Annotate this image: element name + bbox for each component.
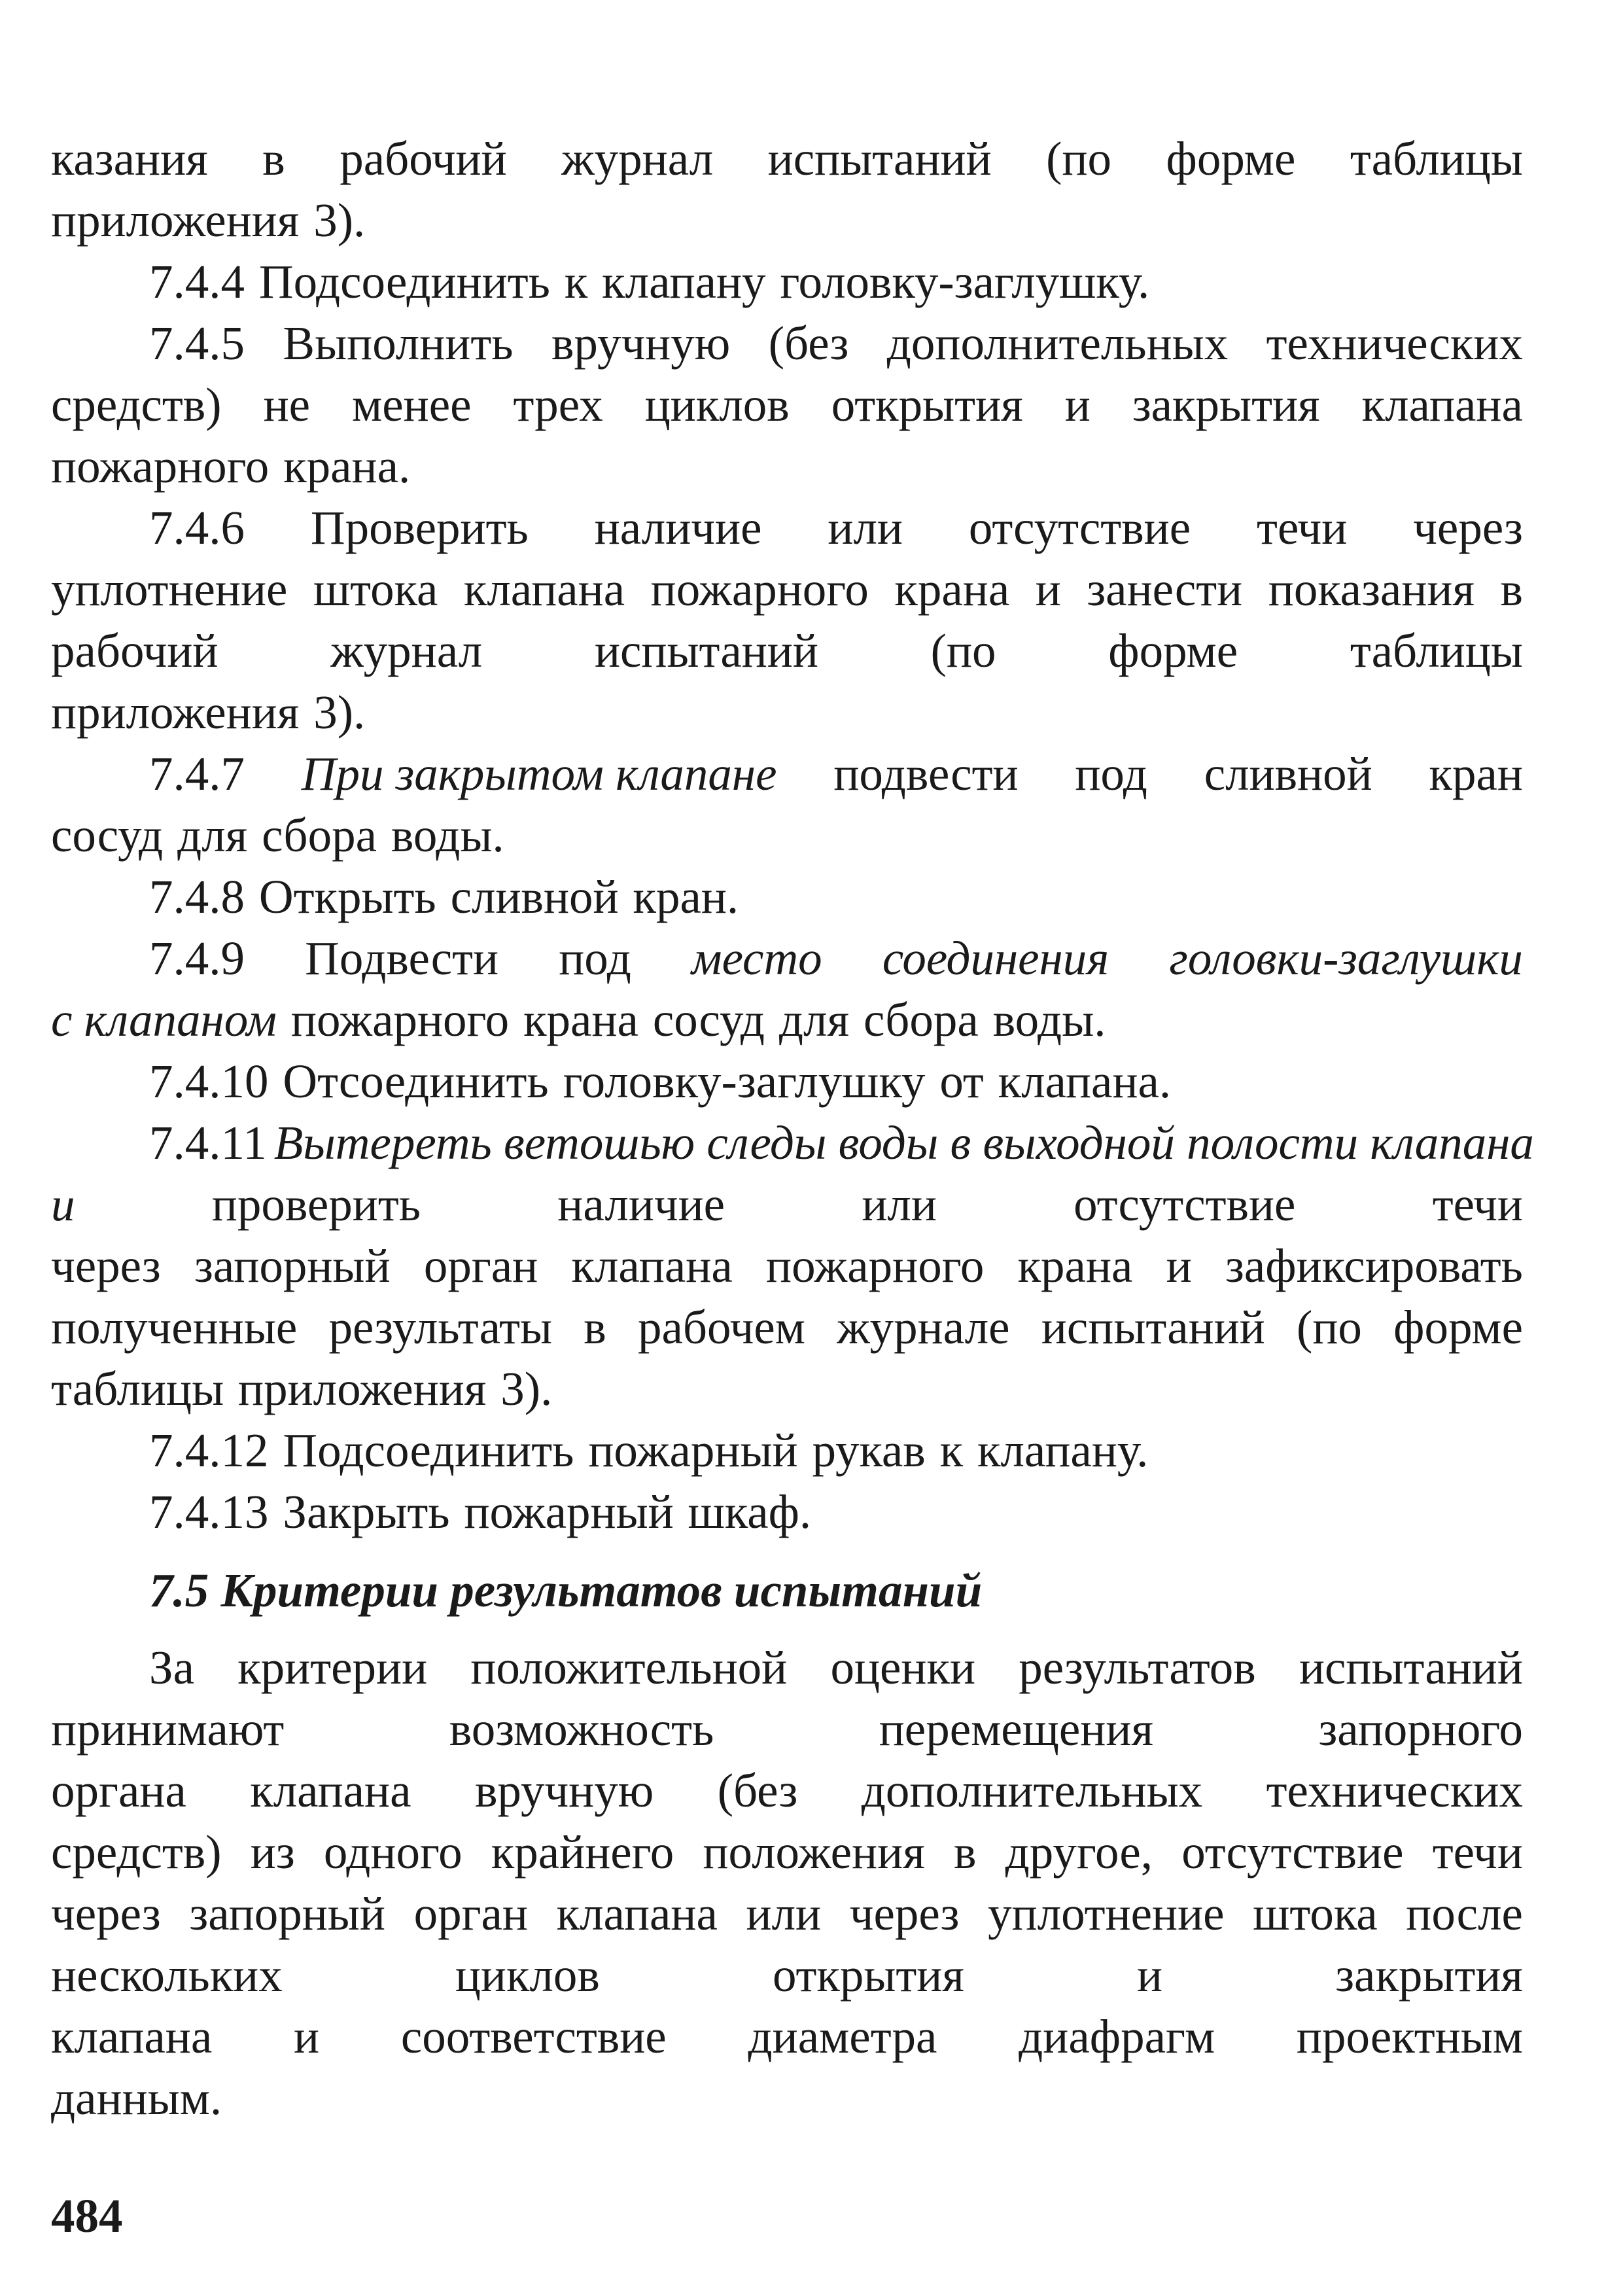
word: крана (894, 563, 1010, 616)
word: полученные (51, 1301, 298, 1354)
word: крана (523, 993, 638, 1046)
word: проектным (1296, 2010, 1523, 2063)
word: через (849, 1887, 960, 1940)
word: журнал (561, 132, 714, 185)
word: или (828, 501, 903, 554)
word: циклов (455, 1949, 600, 2002)
word: запорного (1318, 1703, 1523, 1756)
word: наличие (594, 501, 762, 554)
word: испытаний (1299, 1641, 1523, 1694)
text-line (149, 497, 1523, 559)
word: для (177, 809, 248, 862)
word: перемещения (879, 1703, 1154, 1756)
word: 7.4.8 (149, 870, 245, 923)
text-line (149, 1112, 1534, 1174)
word: казания (51, 132, 208, 185)
text-line (149, 313, 1523, 374)
text-line (51, 1760, 1523, 1822)
text-line (51, 2068, 1523, 2129)
text-line (51, 559, 1523, 620)
word: наличие (557, 1178, 725, 1231)
word: форме (1108, 624, 1238, 677)
word: вручную (474, 1764, 654, 1817)
word: воды. (992, 993, 1106, 1046)
word: результатов (1019, 1641, 1256, 1694)
word: Проверить (310, 501, 529, 554)
word: диафрагм (1019, 2010, 1215, 2063)
word: 3). (313, 686, 366, 739)
word: шкаф. (688, 1485, 812, 1538)
word: нескольких (51, 1949, 283, 2002)
word: положительной (470, 1641, 788, 1694)
word: крана (1017, 1239, 1133, 1292)
word: головку-заглушку (563, 1055, 926, 1108)
word: 7.4.10 (149, 1055, 269, 1108)
word: в (584, 1301, 606, 1354)
section-heading (149, 1560, 982, 1621)
word: занести (1087, 563, 1243, 616)
word: или (746, 1887, 822, 1940)
word: (без (717, 1764, 798, 1817)
text-line (51, 1297, 1523, 1358)
word: За (149, 1641, 194, 1694)
word: сливной (450, 870, 619, 923)
word: к (939, 1424, 964, 1477)
word: (по (930, 624, 996, 677)
word: Закрыть (283, 1485, 450, 1538)
word: и (294, 2010, 320, 2063)
word: клапана (250, 1764, 411, 1817)
word: рабочем (638, 1301, 805, 1354)
word: через (51, 1239, 161, 1292)
text-line (51, 1235, 1523, 1297)
word: клапана (556, 1887, 718, 1940)
word: диаметра (748, 2010, 937, 2063)
word: Отсоединить (283, 1055, 549, 1108)
word: 7.4.5 (149, 317, 245, 370)
text-line (149, 743, 1523, 805)
word: испытаний (594, 624, 818, 677)
word: закрытия (1132, 378, 1320, 431)
italic-phrase: Вытереть ветошью следы воды в выходной полости клапана (273, 1116, 1534, 1169)
word: зафиксировать (1225, 1239, 1523, 1292)
text-line (149, 1420, 1523, 1481)
word: 7.4.4 (149, 255, 245, 308)
word: крайнего (491, 1826, 674, 1879)
word: проверить (211, 1178, 421, 1231)
word: клапана. (998, 1055, 1172, 1108)
text-line (149, 1481, 1523, 1543)
word: дополнительных (861, 1764, 1203, 1817)
word: рабочий (51, 624, 218, 677)
word: течи (1257, 501, 1348, 554)
word: пожарный (588, 1424, 798, 1477)
word: и (1035, 563, 1061, 616)
word: испытаний (767, 132, 992, 185)
word: сбора (262, 809, 377, 862)
word: приложения (238, 1362, 487, 1415)
word: рукав (812, 1424, 926, 1477)
word: отсутствие (1073, 1178, 1296, 1231)
word: и (1064, 378, 1091, 431)
word: крана. (283, 440, 411, 493)
word: головку-заглушку. (780, 255, 1150, 308)
text-line (51, 805, 1523, 866)
word: сосуд (51, 809, 164, 862)
word: к (564, 255, 588, 308)
word: клапана (51, 2010, 213, 2063)
text-line (51, 1699, 1523, 1760)
text-line (51, 190, 1523, 251)
word: критерии (237, 1641, 428, 1694)
word: штока (1253, 1887, 1378, 1940)
word: журнал (330, 624, 483, 677)
word: 3). (313, 194, 366, 247)
word: пожарного (290, 993, 510, 1046)
word: показания (1268, 563, 1475, 616)
word: оценки (830, 1641, 976, 1694)
word: положения (703, 1826, 925, 1879)
word: через (51, 1887, 161, 1940)
word: органа (51, 1764, 186, 1817)
text-line (149, 251, 1523, 313)
word: сосуд (652, 993, 765, 1046)
word: дополнительных (886, 317, 1229, 370)
word: трех (513, 378, 603, 431)
word: журнале (837, 1301, 1010, 1354)
word: Открыть (258, 870, 436, 923)
word: уплотнение (51, 563, 288, 616)
word: 7.4.6 (149, 501, 245, 554)
word: приложения (51, 194, 300, 247)
word: в (1500, 563, 1523, 616)
word: (по (1297, 1301, 1362, 1354)
word: форме (1166, 132, 1296, 185)
word: под (1075, 747, 1147, 800)
italic-word: соединения (882, 932, 1109, 985)
word: 7.4.12 (149, 1424, 269, 1477)
word: (без (768, 317, 849, 370)
word: соответствие (400, 2010, 667, 2063)
word: таблицы (1350, 132, 1523, 185)
word: циклов (644, 378, 790, 431)
italic-word: место (691, 932, 822, 985)
word: отсутствие (968, 501, 1191, 554)
word: течи (1432, 1178, 1523, 1231)
text-line (51, 989, 1523, 1051)
section-heading-text: 7.5 Критерии результатов испытаний (149, 1564, 983, 1617)
text-line (51, 436, 1523, 497)
word: данным. (51, 2072, 222, 2125)
word: орган (413, 1887, 528, 1940)
italic-word: и (51, 1178, 75, 1231)
word: подвести (833, 747, 1019, 800)
word: средств) (51, 378, 222, 431)
word: менее (352, 378, 472, 431)
page-number: 484 (51, 2189, 123, 2242)
word: для (778, 993, 850, 1046)
word: Подвести (305, 932, 499, 985)
word: пожарного (650, 563, 869, 616)
word: кран. (633, 870, 739, 923)
word: орган (423, 1239, 538, 1292)
word: форме (1393, 1301, 1523, 1354)
word: после (1406, 1887, 1523, 1940)
word: не (263, 378, 311, 431)
word: сбора (863, 993, 979, 1046)
word: запорный (189, 1887, 385, 1940)
word: таблицы (51, 1362, 224, 1415)
word: сливной (1204, 747, 1372, 800)
word: и (1166, 1239, 1192, 1292)
word: технических (1266, 1764, 1523, 1817)
word: технических (1266, 317, 1523, 370)
word: в (262, 132, 285, 185)
word: клапану (602, 255, 766, 308)
text-line (51, 1945, 1523, 2006)
word: 7.4.11 (149, 1116, 267, 1169)
word: отсутствие (1181, 1826, 1404, 1879)
word: рабочий (340, 132, 507, 185)
word: другое, (1005, 1826, 1153, 1879)
italic-word: головки-заглушки (1169, 932, 1523, 985)
word: вручную (551, 317, 731, 370)
text-line (149, 928, 1523, 989)
text-line (51, 1822, 1523, 1883)
text-line (149, 1637, 1523, 1699)
word: принимают (51, 1703, 285, 1756)
word: клапана (1361, 378, 1523, 431)
word: 7.4.7 (149, 747, 245, 800)
word: испытаний (1041, 1301, 1265, 1354)
word: из (250, 1826, 295, 1879)
word: клапану. (977, 1424, 1149, 1477)
word: от (939, 1055, 984, 1108)
word: 3). (500, 1362, 553, 1415)
word: или (862, 1178, 937, 1231)
word: течи (1432, 1826, 1523, 1879)
word: результаты (328, 1301, 553, 1354)
word: клапана (571, 1239, 733, 1292)
word: 7.4.9 (149, 932, 245, 985)
text-line (51, 682, 1523, 743)
word: возможность (449, 1703, 714, 1756)
word: таблицы (1350, 624, 1523, 677)
word: Выполнить (283, 317, 514, 370)
word: в (953, 1826, 977, 1879)
word: клапана (463, 563, 625, 616)
word: средств) (51, 1826, 222, 1879)
text-line (51, 1174, 1523, 1235)
word: и (1137, 1949, 1163, 2002)
word: Подсоединить (283, 1424, 574, 1477)
word: воды. (391, 809, 504, 862)
word: запорный (194, 1239, 391, 1292)
word: под (559, 932, 631, 985)
italic-phrase: При закрытом клапане (301, 747, 777, 800)
text-line (149, 1051, 1523, 1112)
word: приложения (51, 686, 300, 739)
text-line (51, 374, 1523, 436)
text-line (51, 1883, 1523, 1945)
word: Подсоединить (258, 255, 550, 308)
text-line (51, 1358, 1523, 1420)
word: открытия (831, 378, 1023, 431)
word: уплотнение (988, 1887, 1225, 1940)
text-line (51, 620, 1523, 682)
word: пожарного (766, 1239, 985, 1292)
word: одного (323, 1826, 462, 1879)
text-line (51, 128, 1523, 190)
word: пожарный (464, 1485, 674, 1538)
word: пожарного (51, 440, 270, 493)
word: через (1413, 501, 1523, 554)
word: закрытия (1335, 1949, 1523, 2002)
word: штока (313, 563, 438, 616)
word: 7.4.13 (149, 1485, 269, 1538)
word: кран (1429, 747, 1523, 800)
text-line (149, 866, 1523, 928)
text-line (51, 2006, 1523, 2068)
word: (по (1046, 132, 1112, 185)
word: открытия (772, 1949, 964, 2002)
italic-phrase: с клапаном (51, 993, 277, 1046)
